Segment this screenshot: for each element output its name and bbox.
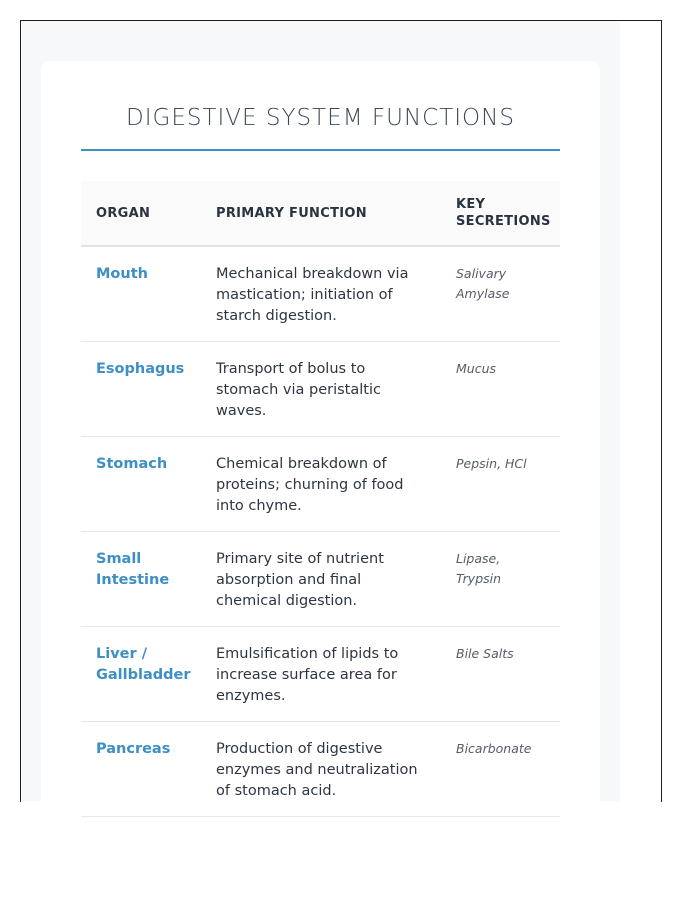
table-row	[81, 437, 560, 532]
table-row	[81, 722, 560, 817]
secretion-cell: Pepsin, HCl	[441, 437, 560, 532]
column-header-primary-function: PRIMARY FUNCTION	[216, 205, 367, 221]
page-title: DIGESTIVE SYSTEM FUNCTIONS	[126, 105, 515, 131]
organ-cell: Liver / Gallbladder	[81, 627, 201, 722]
secretion-cell: Lipase, Trypsin	[441, 532, 560, 627]
digestive-functions-table	[81, 181, 560, 817]
page-background	[21, 21, 620, 801]
organ-cell: Pancreas	[81, 722, 201, 817]
column-header-organ: ORGAN	[96, 205, 151, 221]
title-underline	[81, 149, 560, 151]
table-header-row	[81, 181, 560, 246]
function-cell: Mechanical breakdown via mastication; initiation of starch digestion.	[201, 246, 441, 342]
function-cell: Transport of bolus to stomach via peristaltic waves.	[201, 342, 441, 437]
organ-cell: Mouth	[81, 246, 201, 342]
secretion-cell: Bicarbonate	[441, 722, 560, 817]
content-card	[41, 61, 600, 821]
table-row	[81, 342, 560, 437]
secretion-cell: Salivary Amylase	[441, 246, 560, 342]
function-cell: Production of digestive enzymes and neutralization of stomach acid.	[201, 722, 441, 817]
function-cell: Primary site of nutrient absorption and final chemical digestion.	[201, 532, 441, 627]
secretion-cell: Mucus	[441, 342, 560, 437]
table-row	[81, 246, 560, 342]
function-cell: Emulsification of lipids to increase surface area for enzymes.	[201, 627, 441, 722]
secretion-cell: Bile Salts	[441, 627, 560, 722]
organ-cell: Esophagus	[81, 342, 201, 437]
column-header-key-secretions: KEY SECRETIONS	[456, 197, 551, 229]
table-row	[81, 627, 560, 722]
table-row	[81, 532, 560, 627]
function-cell: Chemical breakdown of proteins; churning of food into chyme.	[201, 437, 441, 532]
organ-cell: Small Intestine	[81, 532, 201, 627]
organ-cell: Stomach	[81, 437, 201, 532]
